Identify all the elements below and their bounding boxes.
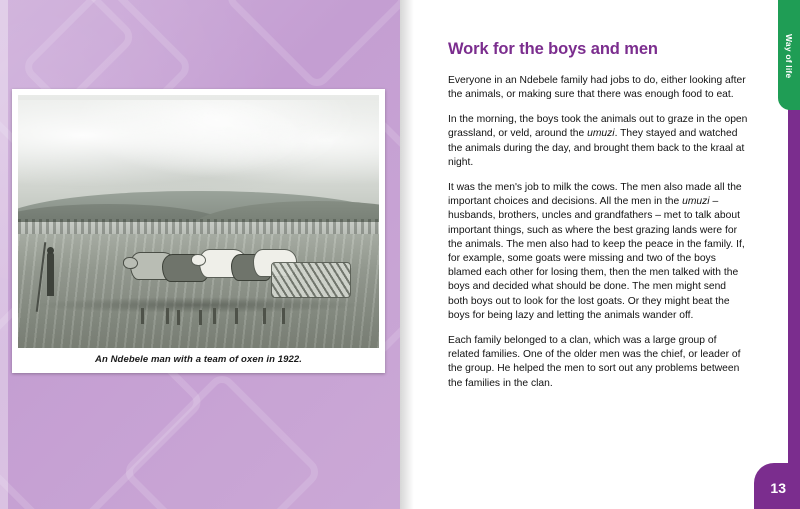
- decorative-shape: [222, 0, 400, 92]
- photo-ox-leg: [166, 308, 169, 324]
- page-edge-strip: [0, 0, 8, 509]
- article-body: [448, 40, 748, 402]
- photo-caption: [18, 351, 379, 367]
- section-tab-label: Way of life: [784, 33, 794, 79]
- photo-ox-head: [123, 257, 138, 269]
- photo-ox-leg: [213, 308, 216, 324]
- section-tab[interactable]: [778, 0, 800, 110]
- paragraph: Everyone in an Ndebele family had jobs to do, either looking after the animals, or making sure that there was enough food to eat.: [448, 74, 746, 100]
- photo-ox-leg: [235, 308, 238, 324]
- photo-ox-leg: [177, 310, 180, 325]
- photo-man-figure: [47, 252, 54, 296]
- photo-ox-leg: [199, 310, 202, 325]
- photo-ox-leg: [141, 308, 144, 324]
- page-title: Work for the boys and men: [448, 40, 658, 58]
- photo-frame: [12, 89, 385, 373]
- paragraph: In the morning, the boys took the animals out to graze in the open grassland, or veld, around the umuzi. They stayed and watched the animals during the day, and brought them back to the kraal at night.: [448, 114, 748, 168]
- page-number: 13: [770, 480, 786, 496]
- paragraph: Each family belonged to a clan, which was a large group of related families. One of the older men was the chief, or leader of the group. He helped the men to sort out any problems between the families in the clan.: [448, 335, 741, 389]
- photo-caption-text: An Ndebele man with a team of oxen in 1922.: [94, 353, 303, 365]
- photo-clouds: [18, 100, 379, 201]
- photo-wooden-cart: [271, 262, 351, 298]
- photo-ox-leg: [282, 308, 285, 324]
- right-page: [400, 0, 800, 509]
- paragraph: It was the men's job to milk the cows. The men also made all the important choices and decisions. All the men in the umuzi – husbands, brothers, uncles and grandfathers – met to talk about important things, such as where the best grazing lands were for the animals. The men also had to keep the peace in the family. If, for example, some goats were missing and two of the boys blamed each other for losing them, then the men talked with the boys and decided what should be done. The men might send both boys out to look for the lost goats. Or they might beat the boys for being lazy and letting the animals wander off.: [448, 182, 745, 321]
- ndebele-man-with-oxen-photo: [18, 95, 379, 348]
- photo-ox-leg: [263, 308, 266, 324]
